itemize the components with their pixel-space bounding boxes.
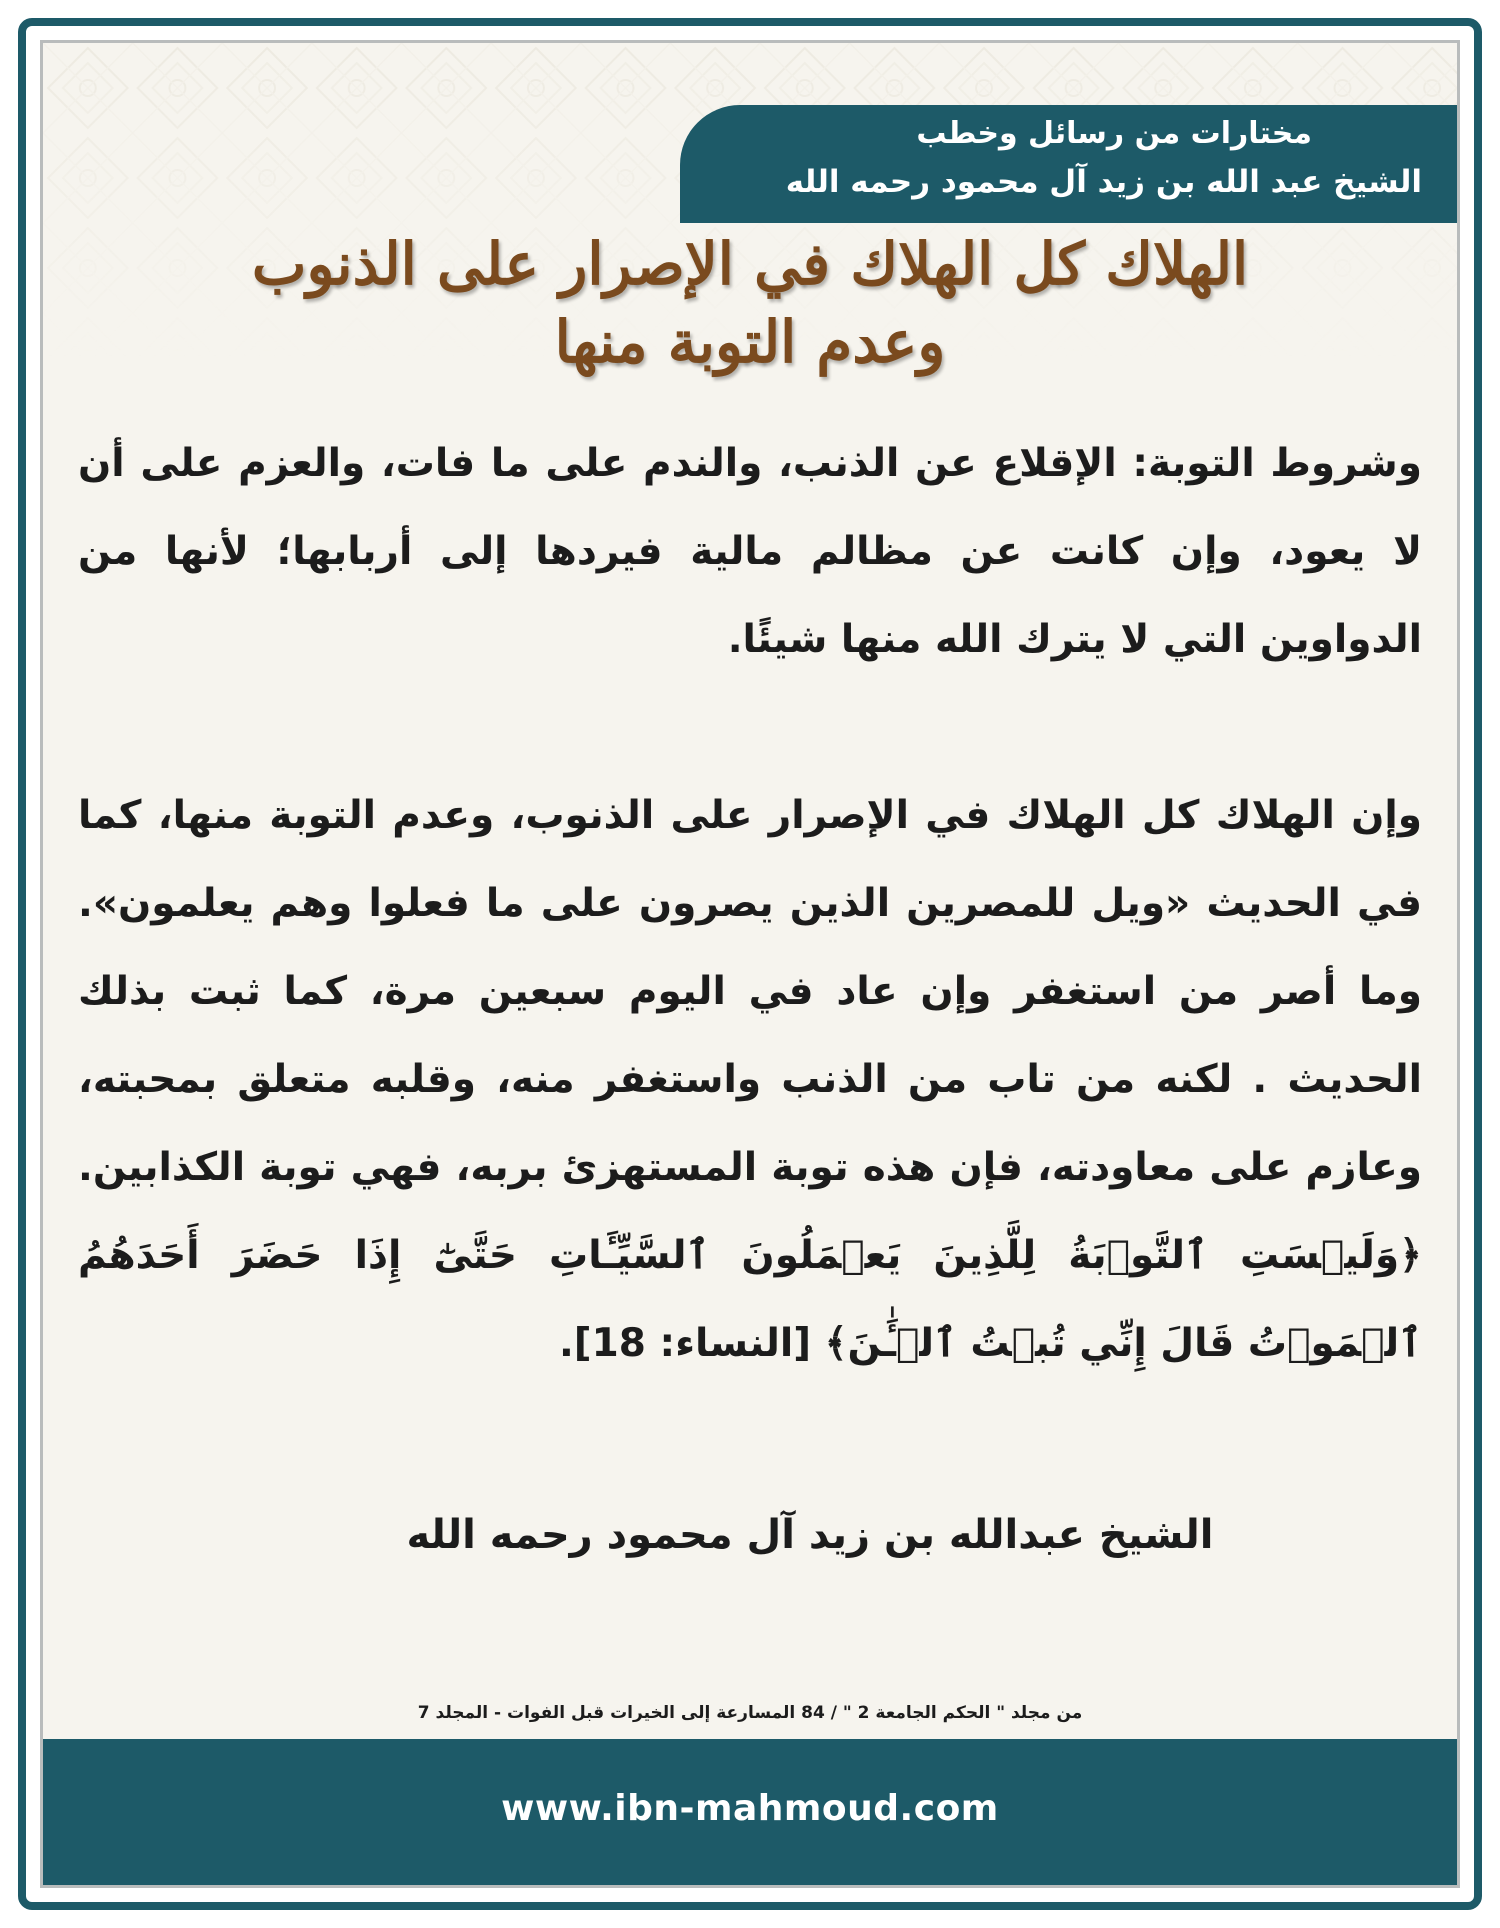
header-author-name: الشيخ عبد الله بن زيد آل محمود رحمه الله xyxy=(785,164,1422,200)
quran-verse: ﴿وَلَيۡسَتِ ٱلتَّوۡبَةُ لِلَّذِينَ يَعۡمَلُونَ ٱلسَّيِّـَٔاتِ حَتَّىٰٓ إِذَا حَضَرَ أَحَدَهُمُ ٱلۡمَوۡتُ قَالَ إِنِّي تُبۡتُ ٱلۡـَٰٔنَ﴾ xyxy=(78,1233,1422,1366)
paragraph-2-text: وإن الهلاك كل الهلاك في الإصرار على الذنوب، وعدم التوبة منها، كما في الحديث «ويل للمصرين الذين يصرون على ما فعلوا وهم يعلمون». وما أصر من استغفر وإن عاد في اليوم سبعين مرة، كما ثبت بذلك الحديث . لكنه من تاب من الذنب واستغفر منه، وقلبه متعلق بمحبته، وعازم على معاودته، فإن هذه توبة المستهزئ بربه، فهي توبة الكذابين. xyxy=(78,793,1422,1190)
signature: الشيخ عبدالله بن زيد آل محمود رحمه الله xyxy=(406,1512,1214,1558)
paragraph-1: وشروط التوبة: الإقلاع عن الذنب، والندم على ما فات، والعزم على أن لا يعود، وإن كانت عن مظالم مالية فيردها إلى أربابها؛ لأنها من الدواوين التي لا يترك الله منها شيئًا. xyxy=(78,441,1422,662)
footer-bar xyxy=(43,1739,1457,1885)
verse-reference: [النساء: 18]. xyxy=(558,1321,812,1366)
website-link[interactable]: www.ibn-mahmoud.com xyxy=(501,1788,999,1829)
body-text xyxy=(78,420,1422,1388)
paragraph-2 xyxy=(78,772,1422,1388)
title-line-1: الهلاك كل الهلاك في الإصرار على الذنوب xyxy=(251,230,1249,298)
page-title xyxy=(60,225,1440,381)
title-line-2: وعدم التوبة منها xyxy=(554,308,946,376)
header-ribbon xyxy=(680,105,1460,223)
header-series-title: مختارات من رسائل وخطب xyxy=(916,116,1312,151)
source-note: من مجلد " الحكم الجامعة 2 " / 84 المسارعة إلى الخيرات قبل الفوات - المجلد 7 xyxy=(417,1703,1083,1723)
